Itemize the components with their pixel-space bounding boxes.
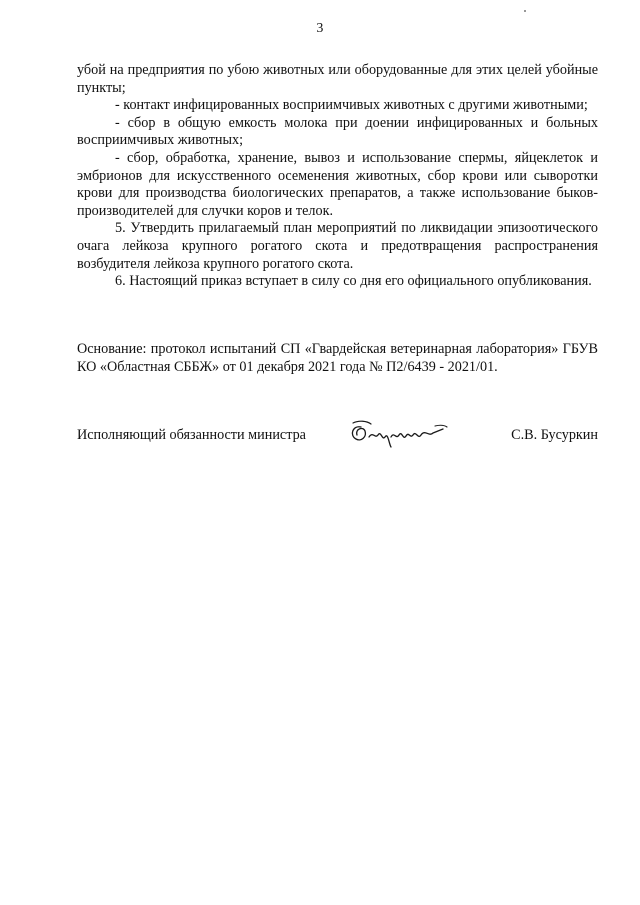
paragraph-item-5: 5. Утвердить прилагаемый план мероприятий по ликвидации эпизоотического очага лейкоза крупного рогатого скота и предотвращения распространения возбудителя лейкоза крупного рогатого скота. xyxy=(77,220,598,272)
basis-block xyxy=(77,341,598,376)
basis-text: Основание: протокол испытаний СП «Гвардейская ветеринарная лаборатория» ГБУВ КО «Областная СББЖ» от 01 декабря 2021 года № П2/6439 - 2021/01. xyxy=(77,341,598,375)
paragraph-milk: - сбор в общую емкость молока при доении инфицированных и больных восприимчивых животных; xyxy=(77,114,598,149)
signature-block xyxy=(77,425,598,455)
paragraph-item-6: 6. Настоящий приказ вступает в силу со дня его официального опубликования. xyxy=(115,273,592,290)
handwritten-signature xyxy=(347,417,457,453)
paragraph-slaughter: убой на предприятия по убою животных или оборудованные для этих целей убойные пункты; xyxy=(77,62,598,96)
signatory-name: С.В. Бусуркин xyxy=(511,427,598,443)
signatory-title: Исполняющий обязанности министра xyxy=(77,427,306,443)
scan-speck xyxy=(524,10,526,12)
paragraph-sperm: - сбор, обработка, хранение, вывоз и использование спермы, яйцеклеток и эмбрионов для искусственного осеменения животных, сбор крови или сыворотки крови для производства биологических препаратов, а также использование быков-производителей для случки коров и телок. xyxy=(77,149,598,219)
paragraph-contact: - контакт инфицированных восприимчивых животных с другими животными; xyxy=(115,97,588,114)
order-body xyxy=(77,62,598,291)
page-number: 3 xyxy=(316,21,324,36)
